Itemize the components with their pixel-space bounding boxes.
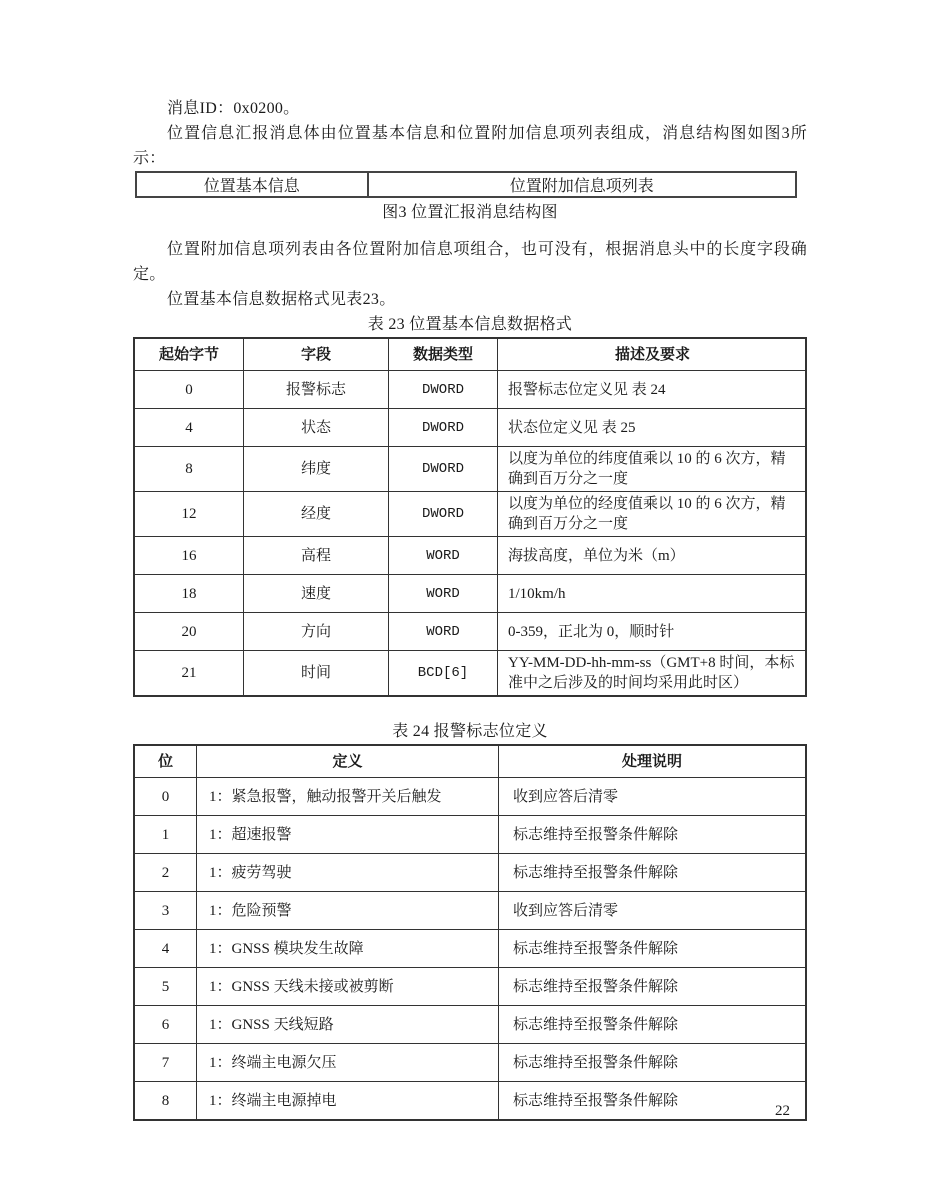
table-cell: 标志维持至报警条件解除: [499, 930, 807, 968]
table-cell: 标志维持至报警条件解除: [499, 1082, 807, 1121]
figure3-structure-table: [135, 171, 797, 198]
table-cell: 1：终端主电源欠压: [197, 1044, 499, 1082]
figure3-cell-additional-info: 位置附加信息项列表: [368, 172, 796, 197]
figure3-row: [136, 172, 796, 197]
table-cell: 20: [134, 613, 244, 651]
table-cell: 纬度: [244, 447, 389, 492]
table-cell: 0: [134, 778, 197, 816]
table-row: [134, 930, 806, 968]
column-header: 处理说明: [499, 745, 807, 778]
table-cell: 高程: [244, 537, 389, 575]
table-cell: 方向: [244, 613, 389, 651]
table-row: [134, 537, 806, 575]
table-cell: 收到应答后清零: [499, 892, 807, 930]
table-cell: 3: [134, 892, 197, 930]
table-cell: 2: [134, 854, 197, 892]
table-cell: WORD: [389, 575, 498, 613]
table-cell: 海拔高度，单位为米（m）: [498, 537, 807, 575]
table-cell: 0: [134, 371, 244, 409]
table-cell: 标志维持至报警条件解除: [499, 1044, 807, 1082]
table-cell: 1/10km/h: [498, 575, 807, 613]
table-cell: 4: [134, 409, 244, 447]
table-row: [134, 447, 806, 492]
table-cell: 12: [134, 492, 244, 537]
table-row: [134, 409, 806, 447]
table-cell: 状态位定义见 表 25: [498, 409, 807, 447]
table-row: [134, 1044, 806, 1082]
figure3-cell-basic-info: 位置基本信息: [136, 172, 368, 197]
table-cell: 标志维持至报警条件解除: [499, 816, 807, 854]
column-header: 字段: [244, 338, 389, 371]
table-row: [134, 778, 806, 816]
table-cell: 标志维持至报警条件解除: [499, 854, 807, 892]
table-cell: 1：危险预警: [197, 892, 499, 930]
table-cell: 1: [134, 816, 197, 854]
table-row: [134, 892, 806, 930]
table-row: [134, 371, 806, 409]
table-cell: 5: [134, 968, 197, 1006]
column-header: 数据类型: [389, 338, 498, 371]
table-row: [134, 492, 806, 537]
figure3-caption: 图3 位置汇报消息结构图: [382, 204, 558, 221]
table-row: [134, 613, 806, 651]
table-cell: 1：紧急报警，触动报警开关后触发: [197, 778, 499, 816]
table-cell: 速度: [244, 575, 389, 613]
table-cell: 4: [134, 930, 197, 968]
table-cell: 报警标志: [244, 371, 389, 409]
paragraph-additional-info: 位置附加信息项列表由各位置附加信息项组合，也可没有，根据消息头中的长度字段确定。: [133, 241, 807, 283]
table-cell: 1：GNSS 天线短路: [197, 1006, 499, 1044]
table23-basic-position-data: [133, 337, 807, 697]
table24-header-row: [134, 745, 806, 778]
table-cell: DWORD: [389, 371, 498, 409]
table24-caption: 表 24 报警标志位定义: [392, 723, 548, 740]
table-row: [134, 854, 806, 892]
table-cell: YY-MM-DD-hh-mm-ss（GMT+8 时间，本标准中之后涉及的时间均采用此时区）: [498, 651, 807, 697]
table-row: [134, 1082, 806, 1121]
table-cell: 8: [134, 447, 244, 492]
table-cell: 1：超速报警: [197, 816, 499, 854]
column-header: 位: [134, 745, 197, 778]
table-cell: 21: [134, 651, 244, 697]
table-cell: 时间: [244, 651, 389, 697]
table-cell: 16: [134, 537, 244, 575]
table23-header-row: [134, 338, 806, 371]
paragraph-table23-ref: 位置基本信息数据格式见表23。: [167, 291, 396, 308]
table-row: [134, 968, 806, 1006]
table-row: [134, 651, 806, 697]
paragraph-structure-intro: 位置信息汇报消息体由位置基本信息和位置附加信息项列表组成，消息结构图如图3所示：: [133, 125, 807, 167]
table-cell: 8: [134, 1082, 197, 1121]
table-cell: 1：GNSS 模块发生故障: [197, 930, 499, 968]
table-cell: 标志维持至报警条件解除: [499, 1006, 807, 1044]
table-cell: 7: [134, 1044, 197, 1082]
table-cell: 1：疲劳驾驶: [197, 854, 499, 892]
table-cell: WORD: [389, 537, 498, 575]
column-header: 描述及要求: [498, 338, 807, 371]
table-cell: 6: [134, 1006, 197, 1044]
table-cell: DWORD: [389, 409, 498, 447]
table-cell: 18: [134, 575, 244, 613]
table-row: [134, 1006, 806, 1044]
table-cell: 报警标志位定义见 表 24: [498, 371, 807, 409]
table-cell: DWORD: [389, 492, 498, 537]
table-cell: WORD: [389, 613, 498, 651]
table-cell: 1：GNSS 天线未接或被剪断: [197, 968, 499, 1006]
table-row: [134, 816, 806, 854]
column-header: 起始字节: [134, 338, 244, 371]
paragraph-message-id: 消息ID：0x0200。: [167, 100, 300, 117]
table-cell: 以度为单位的经度值乘以 10 的 6 次方，精确到百万分之一度: [498, 492, 807, 537]
column-header: 定义: [197, 745, 499, 778]
table-cell: 状态: [244, 409, 389, 447]
table24-alarm-flag-definitions: [133, 744, 807, 1121]
document-page: [133, 0, 807, 1121]
table-cell: DWORD: [389, 447, 498, 492]
table-cell: 标志维持至报警条件解除: [499, 968, 807, 1006]
table-cell: 0-359，正北为 0，顺时针: [498, 613, 807, 651]
table-cell: 经度: [244, 492, 389, 537]
table23-caption: 表 23 位置基本信息数据格式: [367, 316, 573, 333]
table-cell: 1：终端主电源掉电: [197, 1082, 499, 1121]
table-cell: BCD[6]: [389, 651, 498, 697]
page-number: 22: [775, 1103, 790, 1119]
table-cell: 收到应答后清零: [499, 778, 807, 816]
table-cell: 以度为单位的纬度值乘以 10 的 6 次方，精确到百万分之一度: [498, 447, 807, 492]
table-row: [134, 575, 806, 613]
